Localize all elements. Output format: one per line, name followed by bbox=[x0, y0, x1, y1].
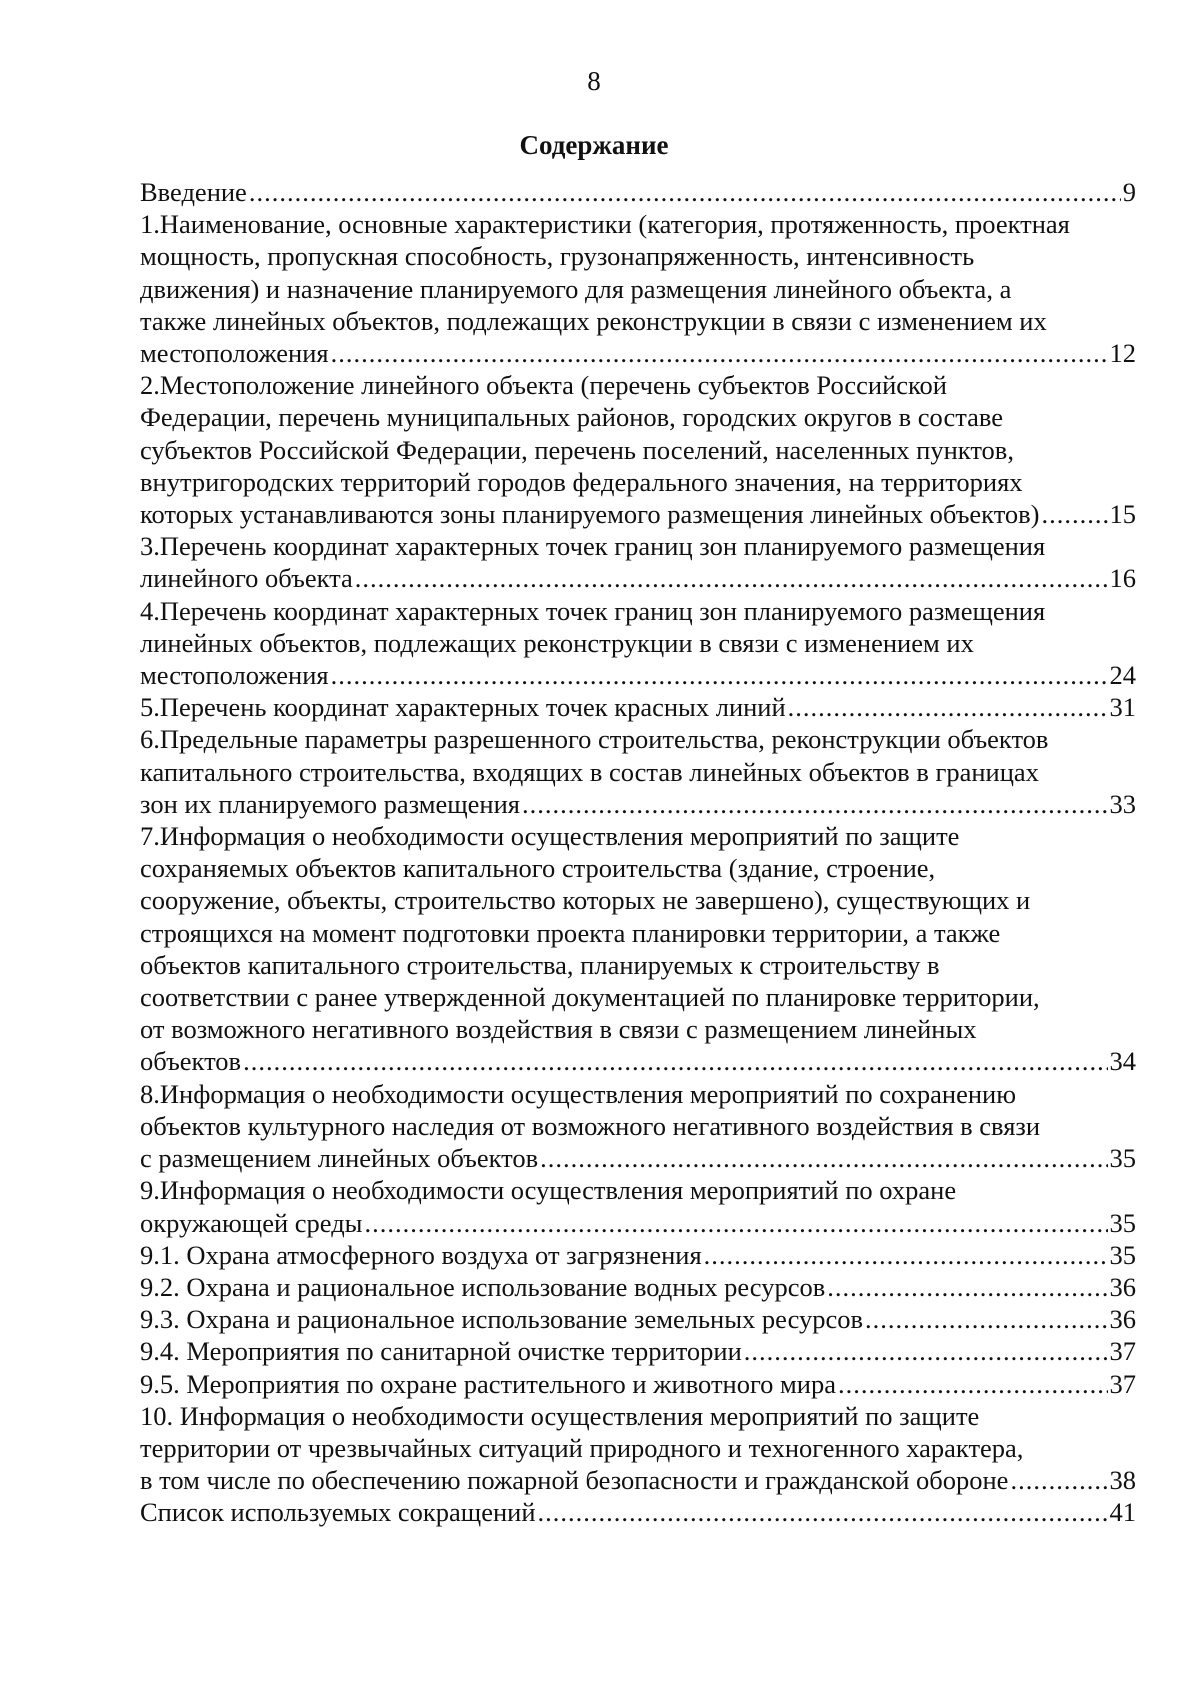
dot-leader bbox=[331, 659, 1108, 691]
toc-entry-text: Введение bbox=[140, 177, 247, 207]
toc-entry-text: объектов bbox=[140, 1046, 242, 1077]
toc-entry-text: окружающей среды bbox=[140, 1207, 363, 1238]
toc-entry-line: также линейных объектов, подлежащих реконструкции в связи с изменением их bbox=[140, 305, 1047, 336]
toc-entry bbox=[140, 1174, 1136, 1238]
toc-entry-line: 6.Предельные параметры разрешенного строительства, реконструкции объектов bbox=[140, 724, 1049, 755]
toc-entry-last-line bbox=[140, 1142, 1136, 1174]
toc-entry-line: 7.Информация о необходимости осуществления мероприятий по защите bbox=[140, 821, 960, 852]
toc-entry-line: 9.Информация о необходимости осуществления мероприятий по охране bbox=[140, 1175, 957, 1206]
toc-entry-line: мощность, пропускная способность, грузонапряженность, интенсивность bbox=[140, 241, 975, 272]
toc-entry-text: 9.3. Охрана и рациональное использование земельных ресурсов bbox=[140, 1304, 864, 1335]
toc-entry-line: 3.Перечень координат характерных точек границ зон планируемого размещения bbox=[140, 531, 1046, 562]
toc-entry bbox=[140, 1078, 1136, 1175]
toc-page-ref: 16 bbox=[1109, 563, 1136, 594]
toc-page-ref: 41 bbox=[1109, 1497, 1136, 1528]
toc-entry bbox=[140, 1239, 1136, 1271]
toc-entry bbox=[140, 208, 1136, 369]
toc-entry-last-line bbox=[140, 691, 1136, 723]
toc-entry-last-line bbox=[140, 1496, 1136, 1528]
toc-entry bbox=[140, 176, 1136, 208]
toc-entry-text: с размещением линейных объектов bbox=[140, 1143, 539, 1174]
toc-entry bbox=[140, 595, 1136, 692]
toc-entry-last-line bbox=[140, 176, 1136, 208]
toc-page-ref: 36 bbox=[1109, 1304, 1136, 1335]
toc-entry-last-line bbox=[140, 337, 1136, 369]
toc-page-ref: 37 bbox=[1109, 1336, 1136, 1367]
dot-leader bbox=[243, 1045, 1107, 1077]
dot-leader bbox=[331, 337, 1108, 369]
toc-page-ref: 24 bbox=[1109, 660, 1136, 691]
toc-entry-text: 9.1. Охрана атмосферного воздуха от загрязнения bbox=[140, 1239, 702, 1270]
toc-entry bbox=[140, 1368, 1136, 1400]
dot-leader bbox=[538, 1496, 1108, 1528]
toc-page-ref: 9 bbox=[1122, 177, 1136, 207]
dot-leader bbox=[704, 1239, 1108, 1271]
toc-entry-line: объектов культурного наследия от возможного негативного воздействия в связи bbox=[140, 1110, 1041, 1141]
toc-page-ref: 12 bbox=[1109, 338, 1136, 369]
toc-entry-line: субъектов Российской Федерации, перечень поселений, населенных пунктов, bbox=[140, 434, 1014, 465]
dot-leader bbox=[1042, 498, 1108, 530]
dot-leader bbox=[1010, 1464, 1107, 1496]
toc-page-ref: 37 bbox=[1109, 1368, 1136, 1399]
dot-leader bbox=[249, 176, 1121, 208]
toc-entry-text: 5.Перечень координат характерных точек красных линий bbox=[140, 692, 786, 723]
toc-page-ref: 15 bbox=[1109, 499, 1136, 530]
toc-entry bbox=[140, 369, 1136, 530]
toc-entry-line: соответствии с ранее утвержденной документацией по планировке территории, bbox=[140, 982, 1040, 1013]
dot-leader bbox=[827, 1271, 1107, 1303]
toc-page-ref: 35 bbox=[1109, 1239, 1136, 1270]
toc-entry-line: строящихся на момент подготовки проекта планировки территории, а также bbox=[140, 917, 1001, 948]
toc-entry-line: территории от чрезвычайных ситуаций природного и техногенного характера, bbox=[140, 1432, 1024, 1463]
toc-entry-last-line bbox=[140, 659, 1136, 691]
toc-entry bbox=[140, 1303, 1136, 1335]
toc-entry-line: линейных объектов, подлежащих реконструкции в связи с изменением их bbox=[140, 627, 974, 658]
dot-leader bbox=[838, 1368, 1107, 1400]
toc-entry bbox=[140, 820, 1136, 1078]
toc-page-ref: 38 bbox=[1109, 1465, 1136, 1496]
toc-entry bbox=[140, 530, 1136, 594]
dot-leader bbox=[522, 788, 1108, 820]
toc-entry-line: капитального строительства, входящих в состав линейных объектов в границах bbox=[140, 756, 1039, 787]
toc-entry-line: движения) и назначение планируемого для размещения линейного объекта, а bbox=[140, 273, 1012, 304]
toc-page-ref: 35 bbox=[1109, 1207, 1136, 1238]
toc-entry bbox=[140, 691, 1136, 723]
toc-entry-last-line bbox=[140, 788, 1136, 820]
toc-entry-text: которых устанавливаются зоны планируемого размещения линейных объектов) bbox=[140, 499, 1040, 530]
toc-entry-line: Федерации, перечень муниципальных районов, городских округов в составе bbox=[140, 402, 1004, 433]
toc-entry-text: зон их планируемого размещения bbox=[140, 788, 520, 819]
toc-entry-line: сооружение, объекты, строительство которых не завершено), существующих и bbox=[140, 885, 1031, 916]
toc-entry-text: Список используемых сокращений bbox=[140, 1497, 536, 1528]
toc-entry-text: 9.2. Охрана и рациональное использование водных ресурсов bbox=[140, 1271, 826, 1302]
dot-leader bbox=[744, 1335, 1108, 1367]
toc-entry bbox=[140, 1400, 1136, 1497]
toc-entry bbox=[140, 1271, 1136, 1303]
toc-title: Содержание bbox=[519, 130, 669, 160]
toc-entry-last-line bbox=[140, 1271, 1136, 1303]
toc-entry-last-line bbox=[140, 1045, 1136, 1077]
toc-entry-text: 9.4. Мероприятия по санитарной очистке территории bbox=[140, 1336, 742, 1367]
toc-entry-text: в том числе по обеспечению пожарной безопасности и гражданской обороне bbox=[140, 1465, 1009, 1496]
toc-entry-line: 2.Местоположение линейного объекта (перечень субъектов Российской bbox=[140, 370, 947, 401]
toc-entry-last-line bbox=[140, 1239, 1136, 1271]
toc-page-ref: 31 bbox=[1109, 692, 1136, 723]
toc-entry-last-line bbox=[140, 1303, 1136, 1335]
dot-leader bbox=[364, 1207, 1107, 1239]
toc-page-ref: 34 bbox=[1109, 1046, 1136, 1077]
dot-leader bbox=[540, 1142, 1107, 1174]
toc-entry-text: местоположения bbox=[140, 338, 329, 369]
toc-page-ref: 35 bbox=[1109, 1143, 1136, 1174]
toc-entry-line: сохраняемых объектов капитального строительства (здание, строение, bbox=[140, 853, 936, 884]
toc-entry-last-line bbox=[140, 562, 1136, 594]
toc-entry-last-line bbox=[140, 1368, 1136, 1400]
dot-leader bbox=[865, 1303, 1107, 1335]
toc-entry-line: 10. Информация о необходимости осуществления мероприятий по защите bbox=[140, 1400, 980, 1431]
table-of-contents bbox=[140, 176, 1136, 1529]
toc-page-ref: 33 bbox=[1109, 788, 1136, 819]
toc-entry-line: 4.Перечень координат характерных точек границ зон планируемого размещения bbox=[140, 595, 1046, 626]
toc-entry-last-line bbox=[140, 1207, 1136, 1239]
toc-entry-text: местоположения bbox=[140, 660, 329, 691]
toc-entry-last-line bbox=[140, 1335, 1136, 1367]
toc-entry-line: от возможного негативного воздействия в связи с размещением линейных bbox=[140, 1014, 977, 1045]
toc-entry bbox=[140, 723, 1136, 820]
toc-entry-last-line bbox=[140, 1464, 1136, 1496]
page-number: 8 bbox=[587, 66, 601, 96]
toc-entry bbox=[140, 1496, 1136, 1528]
toc-entry-line: внутригородских территорий городов федерального значения, на территориях bbox=[140, 466, 1023, 497]
dot-leader bbox=[355, 562, 1108, 594]
toc-entry-text: линейного объекта bbox=[140, 563, 353, 594]
toc-entry-line: 1.Наименование, основные характеристики (категория, протяженность, проектная bbox=[140, 209, 1070, 240]
dot-leader bbox=[788, 691, 1108, 723]
toc-entry bbox=[140, 1335, 1136, 1367]
toc-entry-line: 8.Информация о необходимости осуществления мероприятий по сохранению bbox=[140, 1078, 1017, 1109]
toc-entry-last-line bbox=[140, 498, 1136, 530]
toc-entry-text: 9.5. Мероприятия по охране растительного и животного мира bbox=[140, 1368, 837, 1399]
toc-entry-line: объектов капитального строительства, планируемых к строительству в bbox=[140, 949, 940, 980]
toc-page-ref: 36 bbox=[1109, 1271, 1136, 1302]
